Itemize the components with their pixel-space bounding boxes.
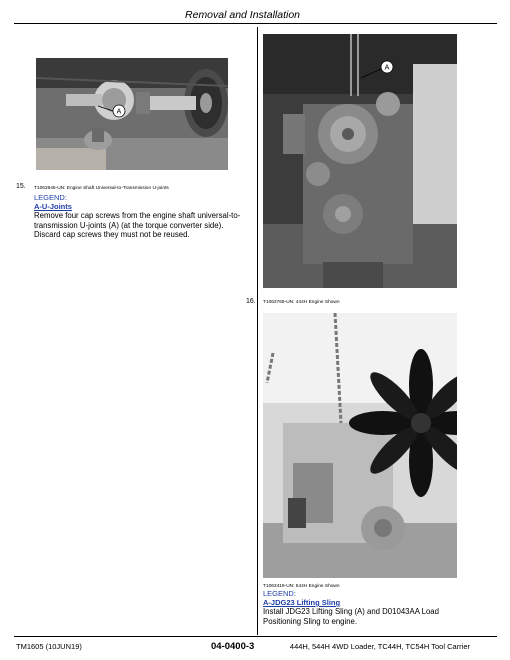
footer-page-number: 04-0400-3 bbox=[211, 641, 255, 652]
step-16-photo-544h bbox=[263, 313, 457, 578]
step-16-image-caption: T1063769-UN: 444H Engine Shown bbox=[263, 300, 340, 305]
step-15-photo bbox=[36, 58, 228, 170]
step-15-legend-item: A-U-Joints bbox=[34, 202, 72, 211]
step-16-legend-title: LEGEND: bbox=[263, 589, 296, 598]
step-16-number: 16. bbox=[246, 298, 256, 305]
footer-manual-id: TM1605 (10JUN19) bbox=[16, 642, 82, 651]
step-16-instruction: Install JDG23 Lifting Sling (A) and D01043AA Load Positioning Sling to engine. bbox=[263, 607, 439, 626]
footer-rule bbox=[14, 636, 497, 637]
column-divider bbox=[257, 27, 258, 635]
footer-model-list: 444H, 544H 4WD Loader, TC44H, TC54H Tool Carrier bbox=[289, 642, 470, 651]
step-15-legend-title: LEGEND: bbox=[34, 193, 67, 202]
header-rule bbox=[14, 23, 497, 24]
step-15-number: 15. bbox=[16, 183, 26, 190]
step-15-instruction: Remove four cap screws from the engine shaft universal-to-transmission U-joints (A) (at the torque converter side). Discard cap screws they must not be reused. bbox=[34, 211, 241, 239]
step-16-photo-444h bbox=[263, 34, 457, 288]
page-header-title: Removal and Installation bbox=[185, 9, 300, 21]
step-16-image-caption-544h: T1063419-UN: 544H Engine Shown bbox=[263, 584, 340, 589]
step-15-image-caption: T1063946-UN: Engine Shaft Universal-to-Transmission U-joints bbox=[34, 186, 169, 191]
step-16-legend-item: A-JDG23 Lifting Sling bbox=[263, 598, 341, 607]
step-15-callout: A bbox=[116, 108, 122, 116]
step-16-callout: A bbox=[384, 64, 390, 72]
